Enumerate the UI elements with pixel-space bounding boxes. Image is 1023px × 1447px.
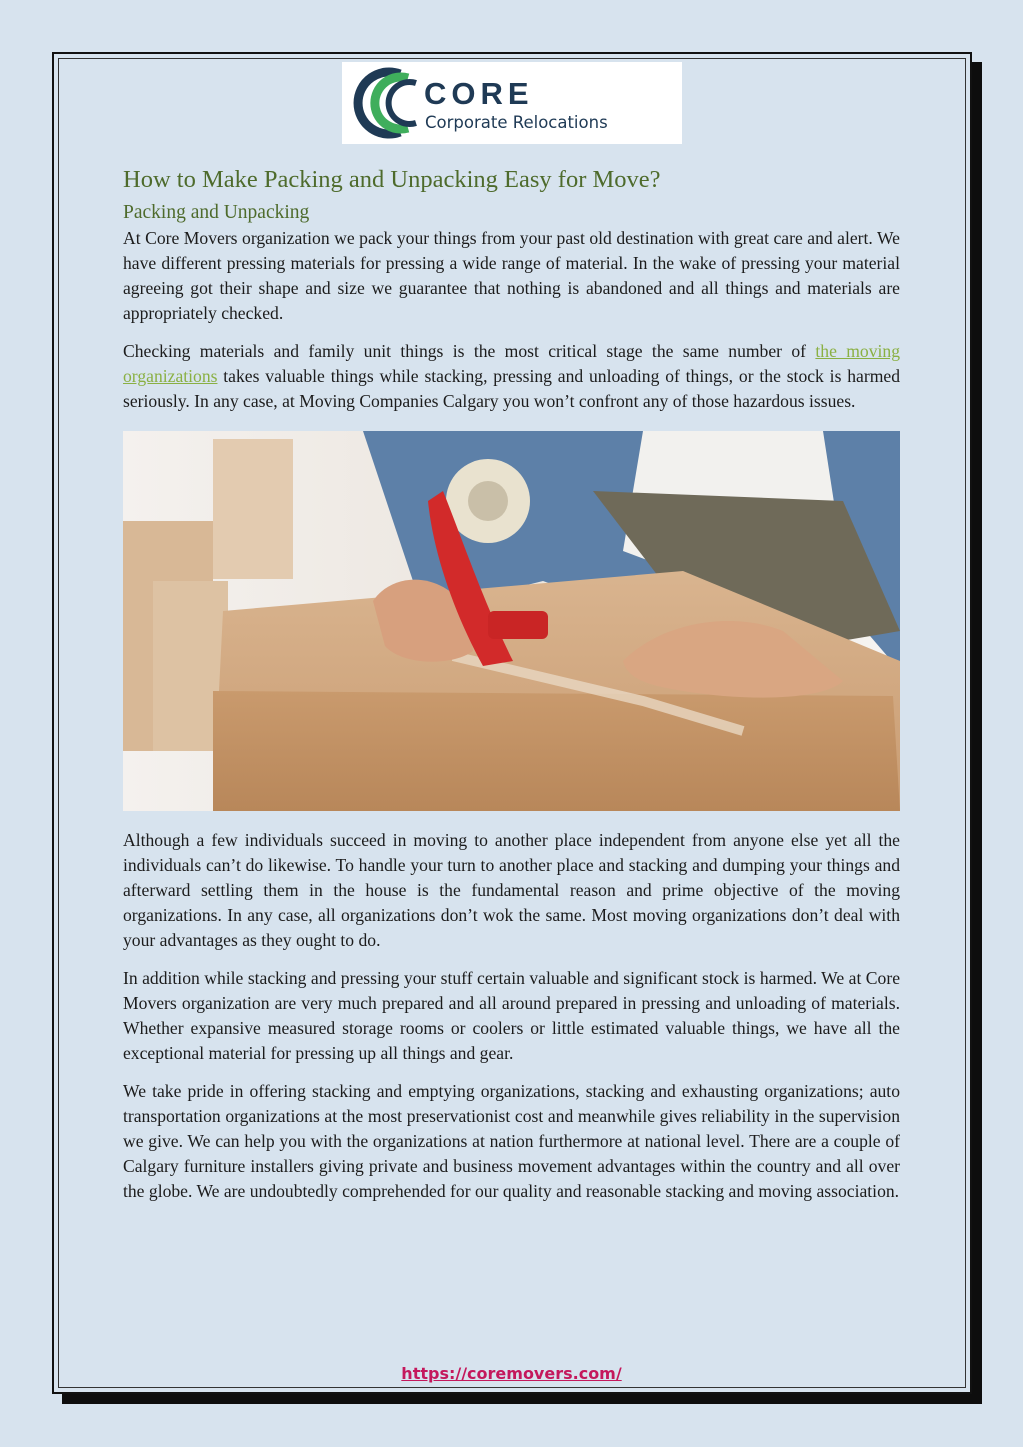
core-logo (342, 62, 682, 144)
logo-brand-text: CORE (424, 76, 534, 111)
paragraph-1: At Core Movers organization we pack your things from your past old destination with great care and alert. We have different pressing materials for pressing a wide range of material. In the wake of pressing your material agreeing got their shape and size we guarantee that nothing is abandoned and all things and materials are appropriately checked. (123, 228, 900, 323)
core-logo-graphic (342, 62, 682, 144)
paragraph-2-start: Checking materials and family unit things is the most critical stage the same number of (123, 341, 816, 361)
moving-organizations-link[interactable]: the moving organizations (123, 341, 900, 386)
section-subtitle: Packing and Unpacking (123, 202, 310, 223)
cardboard-box-front (213, 691, 900, 811)
paragraph-3: Although a few individuals succeed in moving to another place independent from anyone else yet all the individuals can’t do likewise. To handle your turn to another place and stacking and dumping your things and afterward settling them in the house is the fundamental reason and prime objective of the moving organizations. In any case, all organizations don’t wok the same. Most moving organizations don’t deal with your advantages as they ought to do. (123, 830, 900, 950)
paragraph-2 (123, 339, 900, 414)
logo-tagline-text: Corporate Relocations (425, 113, 608, 132)
packing-photo (123, 431, 900, 811)
paragraph-4: In addition while stacking and pressing your stuff certain valuable and significant stock is harmed. We at Core Movers organization are very much prepared and all around prepared in pressing and unloading of materials. Whether expansive measured storage rooms or coolers or little estimated valuable things, we have all the exceptional material for pressing up all things and gear. (123, 968, 900, 1063)
tape-dispenser-head (488, 611, 548, 639)
logo-arc-inner (389, 82, 416, 124)
background-box-1 (213, 439, 293, 579)
paragraph-5: We take pride in offering stacking and emptying organizations, stacking and exhausting organizations; auto transportation organizations at the most preservationist cost and meanwhile gives reliability in the supervision we give. We can help you with the organizations at nation furthermore at national level. There are a couple of Calgary furniture installers giving private and business movement advantages within the country and all over the globe. We are undoubtedly comprehended for our quality and reasonable stacking and moving association. (123, 1081, 900, 1201)
paragraph-2-end: takes valuable things while stacking, pressing and unloading of things, or the stock is harmed seriously. In any case, at Moving Companies Calgary you won’t confront any of those hazardous issues. (123, 366, 900, 411)
tape-roll-core (468, 481, 508, 521)
footer-website-link[interactable]: https://coremovers.com/ (401, 1364, 622, 1383)
article-content (123, 165, 900, 1204)
page-title: How to Make Packing and Unpacking Easy for Move? (123, 166, 661, 193)
